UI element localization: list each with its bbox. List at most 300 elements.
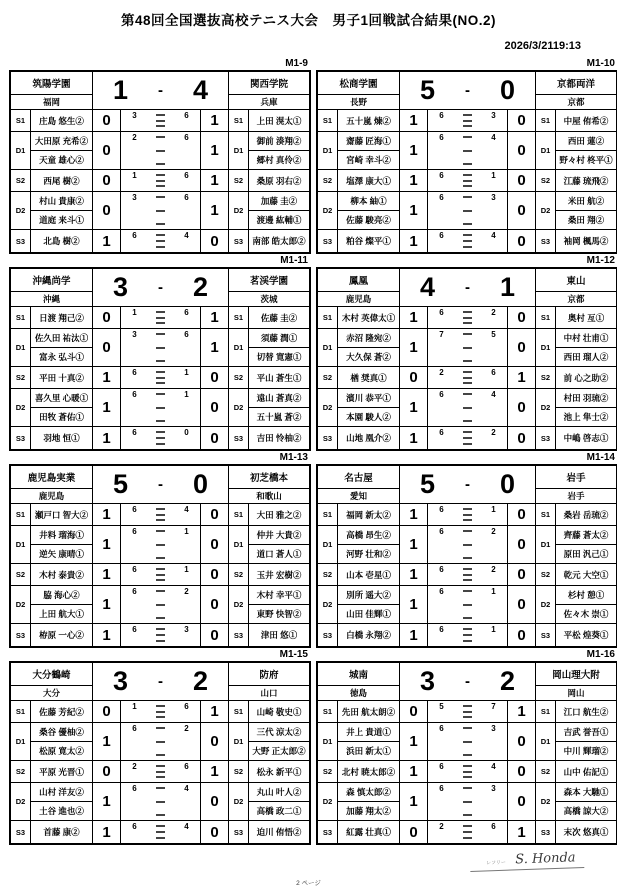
set-score: 4: [491, 231, 496, 240]
set-score-cell: [121, 723, 201, 761]
set-separator: [456, 170, 480, 191]
player-name-cell: [338, 192, 400, 230]
set-separator-dash: [463, 196, 472, 198]
set-score: 6: [439, 762, 444, 771]
position-label: S2: [318, 170, 338, 192]
set-score-cell: [121, 192, 201, 230]
player-name-cell: [338, 564, 400, 586]
set-separator-dash: [463, 317, 472, 319]
player-name-cell: [338, 821, 400, 843]
set-score: 6: [184, 330, 189, 339]
player-name: 西尾 樹②: [43, 175, 80, 186]
game-point: 1: [93, 586, 121, 624]
team-name: 茗渓学園: [229, 269, 309, 292]
set-score: 6: [439, 527, 444, 536]
player-name: 上田 航大①: [39, 609, 84, 619]
player-name: 村山 貴康②: [31, 192, 92, 211]
position-label: S2: [11, 170, 31, 192]
team-score-left: 3: [112, 666, 129, 696]
player-name: 喜久里 心暖①: [31, 389, 92, 408]
player-name: 本園 駿人②: [346, 412, 391, 422]
player-name: 前 心之助②: [563, 372, 609, 383]
set-score: 6: [439, 193, 444, 202]
set-score: 6: [439, 171, 444, 180]
team-name: 鳳凰: [318, 269, 400, 292]
team-name: 岡山理大附: [536, 663, 616, 686]
match-score-table: [9, 464, 311, 648]
set-separator: [149, 723, 173, 760]
player-name: 郷村 真伶②: [256, 155, 302, 165]
player-name-cell: [556, 504, 616, 526]
set-score: 1: [491, 625, 496, 634]
set-score: 6: [132, 587, 137, 596]
player-name-cell: [556, 192, 616, 230]
player-name-cell: [556, 526, 616, 564]
team-score-left: 3: [419, 666, 436, 696]
set-separator-dash: [463, 776, 472, 778]
game-point: 1: [400, 526, 428, 564]
set-separator: [456, 783, 480, 820]
player-name: 河野 壮和②: [346, 549, 391, 559]
player-name-cell: [338, 761, 400, 783]
match-score-table: [316, 267, 617, 451]
position-label: S3: [229, 427, 249, 449]
team-name: 防府: [229, 663, 309, 686]
set-separator-dash: [156, 831, 165, 833]
game-point: 0: [201, 526, 229, 564]
match-score: [93, 466, 229, 504]
set-separator-dash: [463, 787, 472, 789]
position-label: D2: [318, 192, 338, 230]
set-score-cell: [121, 821, 201, 843]
position-label: S2: [536, 564, 556, 586]
player-name: 中屋 侑希②: [563, 115, 609, 126]
score-separator: -: [465, 279, 470, 296]
set-score-cell: [121, 761, 201, 783]
set-score-cell: [121, 110, 201, 132]
player-name: 村田 羽琉②: [556, 389, 616, 408]
player-name: 西田 瑠人②: [563, 352, 609, 362]
player-name: 上田 滉太①: [256, 115, 302, 126]
game-point: 0: [93, 307, 121, 329]
player-name: 木村 泰貴②: [39, 569, 84, 580]
set-score: 6: [184, 111, 189, 120]
set-separator-dash: [463, 163, 472, 165]
player-name: 東野 快智②: [256, 609, 302, 619]
game-point: 0: [508, 230, 536, 252]
player-name: 平山 蒼生①: [256, 372, 302, 383]
player-name-cell: [556, 307, 616, 329]
position-label: S1: [229, 701, 249, 723]
game-point: 0: [201, 367, 229, 389]
set-separator: [456, 526, 480, 563]
prefecture-name: 鹿児島: [11, 489, 93, 504]
player-name: 脇 海心②: [31, 586, 92, 605]
set-score: 7: [439, 330, 444, 339]
position-label: S3: [229, 230, 249, 252]
position-label: D1: [229, 723, 249, 761]
game-point: 0: [201, 564, 229, 586]
position-label: D1: [536, 723, 556, 761]
position-label: S1: [318, 110, 338, 132]
player-name: 野々村 柊平①: [559, 155, 613, 165]
set-score: 6: [439, 390, 444, 399]
player-name-cell: [249, 564, 309, 586]
player-name: 五十嵐 蒼②: [256, 412, 302, 422]
player-name: 玉井 宏樹②: [256, 569, 302, 580]
position-label: S1: [11, 701, 31, 723]
set-score-cell: [428, 624, 508, 646]
player-name: 山中 佑記①: [563, 766, 609, 777]
match-score: [400, 269, 536, 307]
player-name: 中嶋 啓志①: [563, 433, 609, 443]
set-score: 4: [491, 762, 496, 771]
player-name: 山地 凰介②: [346, 433, 391, 443]
player-name: 天童 雄心②: [39, 155, 84, 165]
set-separator-dash: [463, 246, 472, 248]
team-score-right: 1: [499, 272, 516, 302]
player-name-cell: [31, 110, 93, 132]
player-name: 平田 十真②: [39, 372, 84, 383]
player-name: 末次 悠真①: [563, 827, 609, 837]
game-point: 0: [508, 761, 536, 783]
player-name: 江藤 琉飛②: [563, 175, 609, 186]
player-name: 桑谷 優柚②: [31, 723, 92, 742]
game-point: 0: [508, 624, 536, 646]
player-name: 中村 壮甫①: [556, 329, 616, 348]
set-separator-dash: [463, 371, 472, 373]
set-separator-dash: [156, 333, 165, 335]
game-point: 0: [93, 132, 121, 170]
position-label: D1: [318, 329, 338, 367]
set-separator-dash: [156, 604, 165, 606]
player-name-cell: [31, 586, 93, 624]
player-name: 齊藤 蒼太②: [556, 526, 616, 545]
set-score-cell: [121, 504, 201, 526]
position-label: D1: [318, 132, 338, 170]
game-point: 0: [508, 723, 536, 761]
game-point: 1: [93, 504, 121, 526]
set-score: 1: [491, 505, 496, 514]
team-name: 名古屋: [318, 466, 400, 489]
position-label: D1: [229, 526, 249, 564]
player-name: 南部 皓太郎②: [252, 236, 306, 246]
match-score: [400, 663, 536, 701]
player-name-cell: [556, 564, 616, 586]
player-name: 土谷 進也②: [39, 806, 84, 816]
position-label: S3: [318, 624, 338, 646]
game-point: 1: [201, 761, 229, 783]
set-separator-dash: [463, 711, 472, 713]
position-label: S3: [318, 821, 338, 843]
set-separator-dash: [156, 508, 165, 510]
position-label: D2: [536, 389, 556, 427]
team-score-left: 5: [419, 75, 436, 105]
game-point: 0: [508, 132, 536, 170]
set-score-cell: [428, 389, 508, 427]
set-separator-dash: [156, 174, 165, 176]
set-score: 6: [132, 390, 137, 399]
player-name-cell: [249, 389, 309, 427]
player-name: 切替 寛憲①: [256, 352, 302, 362]
set-separator-dash: [463, 125, 472, 127]
game-point: 0: [400, 821, 428, 843]
position-label: D2: [536, 783, 556, 821]
player-name: 米田 航②: [556, 192, 616, 211]
position-label: D2: [536, 192, 556, 230]
set-score: 4: [184, 505, 189, 514]
player-name-cell: [249, 761, 309, 783]
set-score: 2: [491, 308, 496, 317]
game-point: 1: [508, 701, 536, 723]
game-point: 0: [508, 170, 536, 192]
player-name-cell: [249, 367, 309, 389]
set-score: 6: [132, 231, 137, 240]
player-name: 田牧 蒼佑①: [39, 412, 84, 422]
player-name-cell: [31, 367, 93, 389]
player-name: 塩澤 康大①: [346, 175, 391, 186]
set-score: 3: [491, 724, 496, 733]
team-score-left: 5: [112, 469, 129, 499]
set-separator-dash: [463, 530, 472, 532]
set-separator-dash: [156, 382, 165, 384]
position-label: S2: [536, 367, 556, 389]
set-score-cell: [428, 329, 508, 367]
set-separator-dash: [156, 568, 165, 570]
match-score: [400, 466, 536, 504]
set-score: 4: [184, 231, 189, 240]
set-separator: [456, 504, 480, 525]
set-separator-dash: [156, 240, 165, 242]
game-point: 1: [93, 564, 121, 586]
position-label: S2: [318, 761, 338, 783]
position-label: S1: [536, 307, 556, 329]
position-label: S2: [229, 564, 249, 586]
match-id: M1-14: [586, 452, 615, 463]
set-separator-dash: [156, 377, 165, 379]
set-score: 6: [439, 587, 444, 596]
score-separator: -: [158, 673, 163, 690]
player-name-cell: [31, 329, 93, 367]
player-name-cell: [338, 427, 400, 449]
set-score: 2: [491, 428, 496, 437]
set-separator-dash: [463, 579, 472, 581]
game-point: 0: [93, 110, 121, 132]
set-score: 6: [439, 133, 444, 142]
set-separator-dash: [463, 568, 472, 570]
set-separator: [149, 783, 173, 820]
player-name: 庄島 悠生②: [39, 115, 84, 126]
set-separator-dash: [156, 574, 165, 576]
set-separator-dash: [156, 579, 165, 581]
game-point: 1: [201, 329, 229, 367]
set-score: 2: [439, 368, 444, 377]
set-separator: [149, 564, 173, 585]
player-name-cell: [556, 427, 616, 449]
set-score-cell: [121, 624, 201, 646]
position-label: S2: [229, 761, 249, 783]
position-label: D2: [229, 192, 249, 230]
set-score: 6: [439, 724, 444, 733]
set-separator-dash: [463, 437, 472, 439]
player-name: 原田 汎己①: [563, 549, 609, 559]
prefecture-name: 沖縄: [11, 292, 93, 307]
set-separator: [149, 761, 173, 782]
set-separator-dash: [463, 574, 472, 576]
player-name-cell: [249, 504, 309, 526]
player-name: 濱川 恭平①: [338, 389, 399, 408]
set-separator-dash: [156, 114, 165, 116]
set-separator-dash: [463, 825, 472, 827]
set-separator: [456, 427, 480, 449]
player-name: 佐藤 芳紀②: [39, 706, 84, 717]
game-point: 0: [93, 329, 121, 367]
game-point: 1: [400, 110, 428, 132]
player-name-cell: [31, 132, 93, 170]
set-score: 6: [184, 702, 189, 711]
game-point: 1: [201, 307, 229, 329]
set-separator: [149, 586, 173, 623]
player-name-cell: [249, 783, 309, 821]
page-number: 2 ページ: [296, 880, 321, 887]
player-name-cell: [31, 526, 93, 564]
set-score: 6: [132, 724, 137, 733]
set-score-cell: [121, 170, 201, 192]
game-point: 1: [93, 389, 121, 427]
set-separator-dash: [156, 120, 165, 122]
player-name-cell: [249, 230, 309, 252]
game-point: 1: [400, 624, 428, 646]
player-name: 大田原 充希②: [31, 132, 92, 151]
player-name: 松原 寛太②: [39, 746, 84, 756]
position-label: S3: [536, 624, 556, 646]
set-separator: [456, 389, 480, 426]
page-footer: [0, 845, 617, 893]
set-separator-dash: [156, 544, 165, 546]
game-point: 1: [400, 329, 428, 367]
set-score-cell: [428, 132, 508, 170]
set-separator-dash: [463, 431, 472, 433]
position-label: S3: [318, 427, 338, 449]
game-point: 1: [400, 783, 428, 821]
set-separator: [149, 526, 173, 563]
game-point: 0: [201, 783, 229, 821]
prefecture-name: 岡山: [536, 686, 616, 701]
player-name: 中川 輝瑠②: [563, 746, 609, 756]
player-name: 桑岩 岳琉②: [563, 509, 609, 520]
position-label: D1: [11, 723, 31, 761]
prefecture-name: 岩手: [536, 489, 616, 504]
team-score-right: 0: [499, 469, 516, 499]
set-score: 6: [132, 784, 137, 793]
game-point: 0: [201, 427, 229, 449]
match-table: [9, 57, 311, 254]
team-name: 関西学院: [229, 72, 309, 95]
player-name-cell: [249, 427, 309, 449]
player-name: 大田 雅之②: [256, 509, 302, 520]
referee-signature: [470, 848, 584, 872]
game-point: 0: [93, 761, 121, 783]
player-name: 木村 英偉太①: [341, 312, 396, 323]
player-name-cell: [338, 367, 400, 389]
set-score: 6: [184, 193, 189, 202]
set-separator-dash: [156, 210, 165, 212]
position-label: D2: [11, 783, 31, 821]
set-score-cell: [428, 192, 508, 230]
position-label: S1: [11, 504, 31, 526]
set-separator-dash: [463, 754, 472, 756]
game-point: 0: [93, 192, 121, 230]
player-name: 佐藤 圭②: [260, 312, 298, 323]
player-name: 吉田 怜柚②: [256, 433, 302, 443]
score-separator: -: [158, 476, 163, 493]
set-score: 7: [491, 702, 496, 711]
game-point: 0: [201, 723, 229, 761]
match-score: [93, 663, 229, 701]
set-separator-dash: [463, 640, 472, 642]
set-separator: [149, 307, 173, 328]
set-separator-dash: [156, 234, 165, 236]
player-name-cell: [249, 723, 309, 761]
player-name-cell: [338, 230, 400, 252]
set-separator-dash: [156, 407, 165, 409]
set-separator-dash: [463, 508, 472, 510]
position-label: D1: [536, 526, 556, 564]
position-label: S1: [318, 307, 338, 329]
set-separator-dash: [156, 741, 165, 743]
set-score: 6: [132, 368, 137, 377]
set-score-cell: [121, 701, 201, 723]
position-label: S3: [11, 624, 31, 646]
position-label: S3: [229, 821, 249, 843]
set-separator: [456, 132, 480, 169]
position-label: D1: [11, 132, 31, 170]
player-name: 浜田 新太①: [346, 746, 391, 756]
set-separator-dash: [463, 311, 472, 313]
set-score: 1: [184, 527, 189, 536]
player-name-cell: [556, 110, 616, 132]
set-separator-dash: [156, 317, 165, 319]
set-score: 1: [132, 171, 137, 180]
set-score: 5: [491, 330, 496, 339]
game-point: 1: [400, 192, 428, 230]
game-point: 1: [400, 230, 428, 252]
player-name-cell: [249, 307, 309, 329]
set-score: 6: [132, 527, 137, 536]
set-score-cell: [428, 723, 508, 761]
set-separator-dash: [156, 837, 165, 839]
set-separator-dash: [463, 234, 472, 236]
position-label: S3: [536, 821, 556, 843]
game-point: 0: [201, 821, 229, 843]
game-point: 1: [400, 389, 428, 427]
set-separator-dash: [156, 514, 165, 516]
set-score-cell: [121, 307, 201, 329]
set-separator-dash: [156, 590, 165, 592]
match-id: M1-15: [279, 649, 308, 660]
prefecture-name: 長野: [318, 95, 400, 110]
player-name-cell: [556, 367, 616, 389]
set-separator-dash: [156, 185, 165, 187]
set-score-cell: [428, 307, 508, 329]
player-name: 渡邊 紘輔①: [256, 215, 302, 225]
set-separator-dash: [463, 557, 472, 559]
player-name: 大久保 蒼②: [346, 352, 391, 362]
set-separator-dash: [156, 163, 165, 165]
player-name: 逆矢 康晴①: [39, 549, 84, 559]
player-name: 瀬戸口 智大②: [34, 509, 89, 520]
set-separator: [456, 110, 480, 131]
